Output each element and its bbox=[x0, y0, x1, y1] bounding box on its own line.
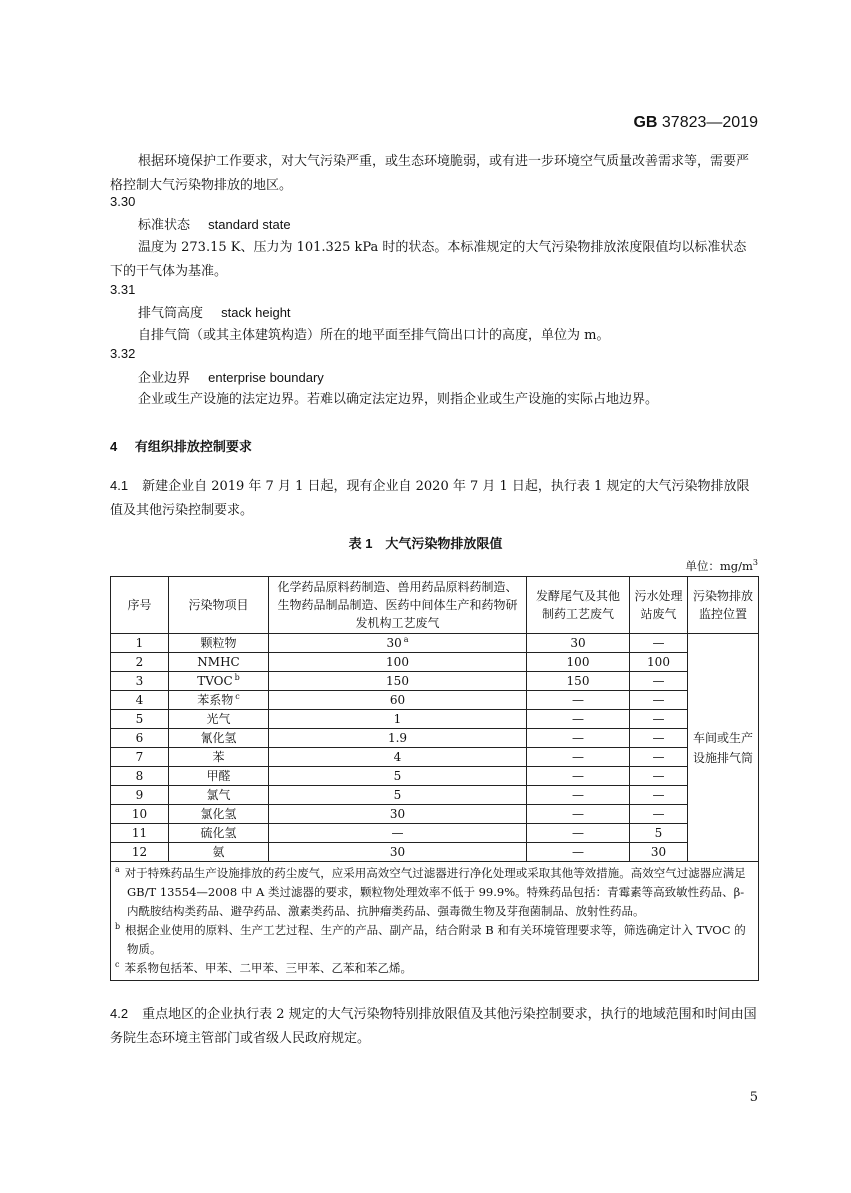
cell-no bbox=[111, 729, 169, 748]
cell-item bbox=[169, 748, 269, 767]
cell-item bbox=[169, 843, 269, 862]
cell-item bbox=[169, 729, 269, 748]
cell-col2 bbox=[527, 786, 630, 805]
unit-text: 单位：mg/m bbox=[685, 559, 753, 573]
clause-text: 重点地区的企业执行表 2 规定的大气污染物特别排放限值及其他污染控制要求，执行的地域范围和时间由国务院生态环境主管部门或省级人民政府规定。 bbox=[110, 1007, 757, 1046]
cell-col3-text: 100 bbox=[647, 655, 670, 669]
cell-col2-text: 150 bbox=[566, 674, 590, 688]
cell-col2-text: — bbox=[572, 788, 584, 802]
cell-col3-text: — bbox=[652, 769, 665, 783]
clause-4-2 bbox=[110, 1002, 758, 1051]
cell-col2-text: — bbox=[572, 807, 584, 821]
cell-no-text: 3 bbox=[135, 674, 144, 688]
cell-col1 bbox=[269, 672, 527, 691]
cell-col1 bbox=[269, 805, 527, 824]
cell-item-text: 硫化氢 bbox=[200, 826, 237, 840]
table-row bbox=[111, 824, 759, 843]
term-definition-3-32: 企业或生产设施的法定边界。若难以确定法定边界，则指企业或生产设施的实际占地边界。 bbox=[138, 392, 659, 407]
term-number-3-30: 3.30 bbox=[110, 194, 136, 209]
term-definition-3-30: 温度为 273.15 K、压力为 101.325 kPa 时的状态。本标准规定的大气污染物排放浓度限值均以标准状态下的干气体为基准。 bbox=[110, 240, 747, 279]
table-row bbox=[111, 805, 759, 824]
cell-col1 bbox=[269, 786, 527, 805]
table-unit bbox=[685, 558, 758, 574]
cell-item bbox=[169, 653, 269, 672]
clause-number: 4.1 bbox=[110, 478, 129, 493]
table-row bbox=[111, 786, 759, 805]
cell-col2 bbox=[527, 672, 630, 691]
term-cn: 排气筒高度 bbox=[138, 305, 204, 320]
cell-col1-text: 4 bbox=[393, 750, 402, 764]
cell-no bbox=[111, 653, 169, 672]
cell-item-text: 氯化氢 bbox=[200, 807, 237, 821]
cell-no bbox=[111, 634, 169, 653]
cell-col2 bbox=[527, 634, 630, 653]
cell-col3 bbox=[630, 729, 688, 748]
term-title-3-31 bbox=[138, 301, 291, 326]
cell-col2 bbox=[527, 691, 630, 710]
cell-col3-text: — bbox=[652, 788, 665, 802]
cell-col1-text: 30 bbox=[389, 845, 406, 859]
section-number: 4 bbox=[110, 439, 118, 454]
header-item: 污染物项目 bbox=[169, 577, 269, 634]
cell-item-note-mark: b bbox=[234, 673, 240, 682]
cell-item bbox=[169, 710, 269, 729]
table-row bbox=[111, 672, 759, 691]
cell-no-text: 12 bbox=[131, 845, 148, 859]
cell-item-text: 氯气 bbox=[206, 788, 231, 802]
term-cn: 企业边界 bbox=[138, 370, 191, 385]
clause-4-1 bbox=[110, 474, 758, 523]
cell-col3-text: — bbox=[652, 807, 665, 821]
cell-col1 bbox=[269, 634, 527, 653]
note-text: 根据企业使用的原料、生产工艺过程、生产的产品、副产品，结合附录 B 和有关环境管理要求等，筛选确定计入 TVOC 的物质。 bbox=[125, 923, 746, 956]
cell-no-text: 5 bbox=[135, 712, 144, 726]
cell-col1-text: 150 bbox=[386, 674, 409, 688]
cell-col3 bbox=[630, 805, 688, 824]
cell-col1-note-mark: a bbox=[403, 635, 409, 644]
cell-item-note-mark: c bbox=[235, 692, 240, 701]
cell-item-text: TVOC bbox=[197, 674, 233, 688]
cell-col3 bbox=[630, 767, 688, 786]
unit-superscript: 3 bbox=[752, 558, 758, 568]
term-en: enterprise boundary bbox=[208, 370, 324, 385]
cell-col1 bbox=[269, 824, 527, 843]
cell-item bbox=[169, 786, 269, 805]
term-number-3-31: 3.31 bbox=[110, 282, 136, 297]
cell-col2-text: — bbox=[572, 712, 584, 726]
cell-col2-text: — bbox=[572, 769, 584, 783]
cell-no-text: 1 bbox=[135, 636, 144, 650]
cell-no bbox=[111, 843, 169, 862]
cell-col2 bbox=[527, 729, 630, 748]
cell-item bbox=[169, 767, 269, 786]
cell-col3 bbox=[630, 786, 688, 805]
cell-col1-text: 30 bbox=[386, 636, 402, 650]
cell-no bbox=[111, 824, 169, 843]
page-number: 5 bbox=[749, 1090, 758, 1105]
term-cn: 标准状态 bbox=[138, 217, 191, 232]
cell-col1 bbox=[269, 748, 527, 767]
cell-col2-text: — bbox=[572, 693, 584, 707]
cell-item bbox=[169, 824, 269, 843]
cell-col3-text: — bbox=[652, 674, 665, 688]
note-text: 苯系物包括苯、甲苯、二甲苯、三甲苯、乙苯和苯乙烯。 bbox=[124, 961, 412, 975]
cell-col3 bbox=[630, 748, 688, 767]
table-note bbox=[115, 921, 754, 959]
cell-no-text: 8 bbox=[135, 769, 144, 783]
cell-item-text: 氨 bbox=[212, 845, 225, 859]
table-notes bbox=[111, 862, 759, 981]
cell-no-text: 11 bbox=[131, 826, 148, 840]
cell-col1-text: 1 bbox=[393, 712, 402, 726]
term-title-3-30 bbox=[138, 213, 291, 238]
header-col4: 污染物排放监控位置 bbox=[688, 577, 759, 634]
table-note bbox=[115, 864, 754, 921]
term-en: stack height bbox=[221, 305, 291, 320]
term-en: standard state bbox=[208, 217, 291, 232]
cell-col1-text: 1.9 bbox=[387, 731, 408, 745]
cell-col2 bbox=[527, 805, 630, 824]
cell-col3 bbox=[630, 710, 688, 729]
cell-col2-text: 100 bbox=[566, 655, 590, 669]
cell-col1 bbox=[269, 653, 527, 672]
cell-item-text: 颗粒物 bbox=[200, 636, 237, 650]
cell-col1 bbox=[269, 843, 527, 862]
cell-no bbox=[111, 786, 169, 805]
note-mark: c bbox=[115, 960, 120, 970]
section-title: 有组织排放控制要求 bbox=[134, 439, 252, 454]
cell-col3 bbox=[630, 691, 688, 710]
cell-col2 bbox=[527, 748, 630, 767]
cell-col2 bbox=[527, 843, 630, 862]
cell-no bbox=[111, 691, 169, 710]
cell-no-text: 4 bbox=[135, 693, 144, 707]
cell-col1 bbox=[269, 729, 527, 748]
cell-col2 bbox=[527, 767, 630, 786]
table-caption: 表 1 大气污染物排放限值 bbox=[348, 536, 503, 551]
cell-col2 bbox=[527, 653, 630, 672]
cell-monitor-location: 车间或生产设施排气筒 bbox=[688, 634, 759, 862]
table-row bbox=[111, 843, 759, 862]
cell-col1 bbox=[269, 691, 527, 710]
cell-col3 bbox=[630, 672, 688, 691]
cell-col3 bbox=[630, 843, 688, 862]
cell-no-text: 9 bbox=[135, 788, 144, 802]
term-definition-3-31: 自排气筒（或其主体建筑构造）所在的地平面至排气筒出口计的高度，单位为 m。 bbox=[138, 328, 610, 343]
header-col2: 发酵尾气及其他制药工艺废气 bbox=[527, 577, 630, 634]
cell-item bbox=[169, 805, 269, 824]
term-number-3-32: 3.32 bbox=[110, 346, 136, 361]
cell-col3 bbox=[630, 824, 688, 843]
note-text: 对于特殊药品生产设施排放的药尘废气，应采用高效空气过滤器进行净化处理或采取其他等效措施。高效空气过滤器应满足 GB/T 13554—2008 中 A 类过滤器的要求，颗粒物处理效率不低于 99.9%。特殊药品包括：青霉素等高致敏性药品、β-内酰胺结构类药品、避孕药品、激素类药品、抗肿瘤类药品、强毒微生物及芽孢菌制品、放射性药品。 bbox=[124, 866, 746, 918]
cell-col3 bbox=[630, 653, 688, 672]
clause-text: 新建企业自 2019 年 7 月 1 日起，现有企业自 2020 年 7 月 1 日起，执行表 1 规定的大气污染物排放限值及其他污染控制要求。 bbox=[110, 479, 750, 518]
cell-col2-text: — bbox=[572, 750, 584, 764]
cell-item bbox=[169, 691, 269, 710]
intro-paragraph: 根据环境保护工作要求，对大气污染严重，或生态环境脆弱，或有进一步环境空气质量改善需求等，需要严格控制大气污染物排放的地区。 bbox=[110, 154, 750, 193]
cell-col1-text: 100 bbox=[386, 655, 409, 669]
cell-item-text: 氰化氢 bbox=[200, 731, 237, 745]
cell-no-text: 7 bbox=[135, 750, 144, 764]
cell-col1 bbox=[269, 710, 527, 729]
cell-col3-text: — bbox=[652, 731, 665, 745]
emission-limits-table bbox=[110, 576, 759, 981]
cell-col3-text: — bbox=[652, 750, 665, 764]
cell-col1-text: — bbox=[391, 826, 404, 840]
cell-item-text: NMHC bbox=[197, 655, 240, 669]
standard-number bbox=[633, 114, 758, 132]
cell-col3-text: — bbox=[652, 693, 665, 707]
cell-item-text: 苯系物 bbox=[197, 693, 234, 707]
table-row bbox=[111, 710, 759, 729]
cell-item bbox=[169, 672, 269, 691]
cell-no bbox=[111, 767, 169, 786]
header-col1: 化学药品原料药制造、兽用药品原料药制造、生物药品制品制造、医药中间体生产和药物研发机构工艺废气 bbox=[269, 577, 527, 634]
table-note bbox=[115, 959, 754, 978]
cell-col2-text: — bbox=[572, 731, 584, 745]
cell-col2 bbox=[527, 710, 630, 729]
cell-no bbox=[111, 805, 169, 824]
cell-item-text: 光气 bbox=[206, 712, 231, 726]
cell-col1 bbox=[269, 767, 527, 786]
cell-no-text: 6 bbox=[135, 731, 144, 745]
cell-no bbox=[111, 672, 169, 691]
section-4-heading bbox=[110, 436, 252, 455]
cell-col1-text: 60 bbox=[389, 693, 406, 707]
table-row bbox=[111, 767, 759, 786]
table-row bbox=[111, 653, 759, 672]
cell-no-text: 10 bbox=[131, 807, 148, 821]
cell-col3 bbox=[630, 634, 688, 653]
cell-col2-text: — bbox=[572, 845, 584, 859]
clause-number: 4.2 bbox=[110, 1006, 129, 1021]
cell-col3-text: 30 bbox=[650, 845, 667, 859]
cell-col2 bbox=[527, 824, 630, 843]
cell-col2-text: — bbox=[572, 826, 584, 840]
table-row bbox=[111, 634, 759, 653]
table-notes-row bbox=[111, 862, 759, 981]
cell-col1-text: 5 bbox=[393, 769, 402, 783]
header-col3: 污水处理站废气 bbox=[630, 577, 688, 634]
standard-code: 37823—2019 bbox=[661, 114, 758, 131]
table-row bbox=[111, 748, 759, 767]
cell-no bbox=[111, 710, 169, 729]
cell-col3-text: — bbox=[652, 712, 665, 726]
cell-item-text: 甲醛 bbox=[206, 769, 231, 783]
cell-col1-text: 30 bbox=[389, 807, 406, 821]
cell-col3-text: 5 bbox=[654, 826, 663, 840]
standard-prefix: GB bbox=[633, 114, 658, 131]
table-header-row bbox=[111, 577, 759, 634]
cell-col3-text: — bbox=[652, 636, 665, 650]
table-row bbox=[111, 729, 759, 748]
table-row bbox=[111, 691, 759, 710]
cell-no-text: 2 bbox=[135, 655, 144, 669]
cell-item-text: 苯 bbox=[212, 750, 225, 764]
note-mark: b bbox=[115, 922, 121, 932]
cell-col2-text: 30 bbox=[570, 636, 586, 650]
cell-item bbox=[169, 634, 269, 653]
cell-no bbox=[111, 748, 169, 767]
header-no: 序号 bbox=[111, 577, 169, 634]
note-mark: a bbox=[115, 865, 120, 875]
cell-col1-text: 5 bbox=[393, 788, 402, 802]
